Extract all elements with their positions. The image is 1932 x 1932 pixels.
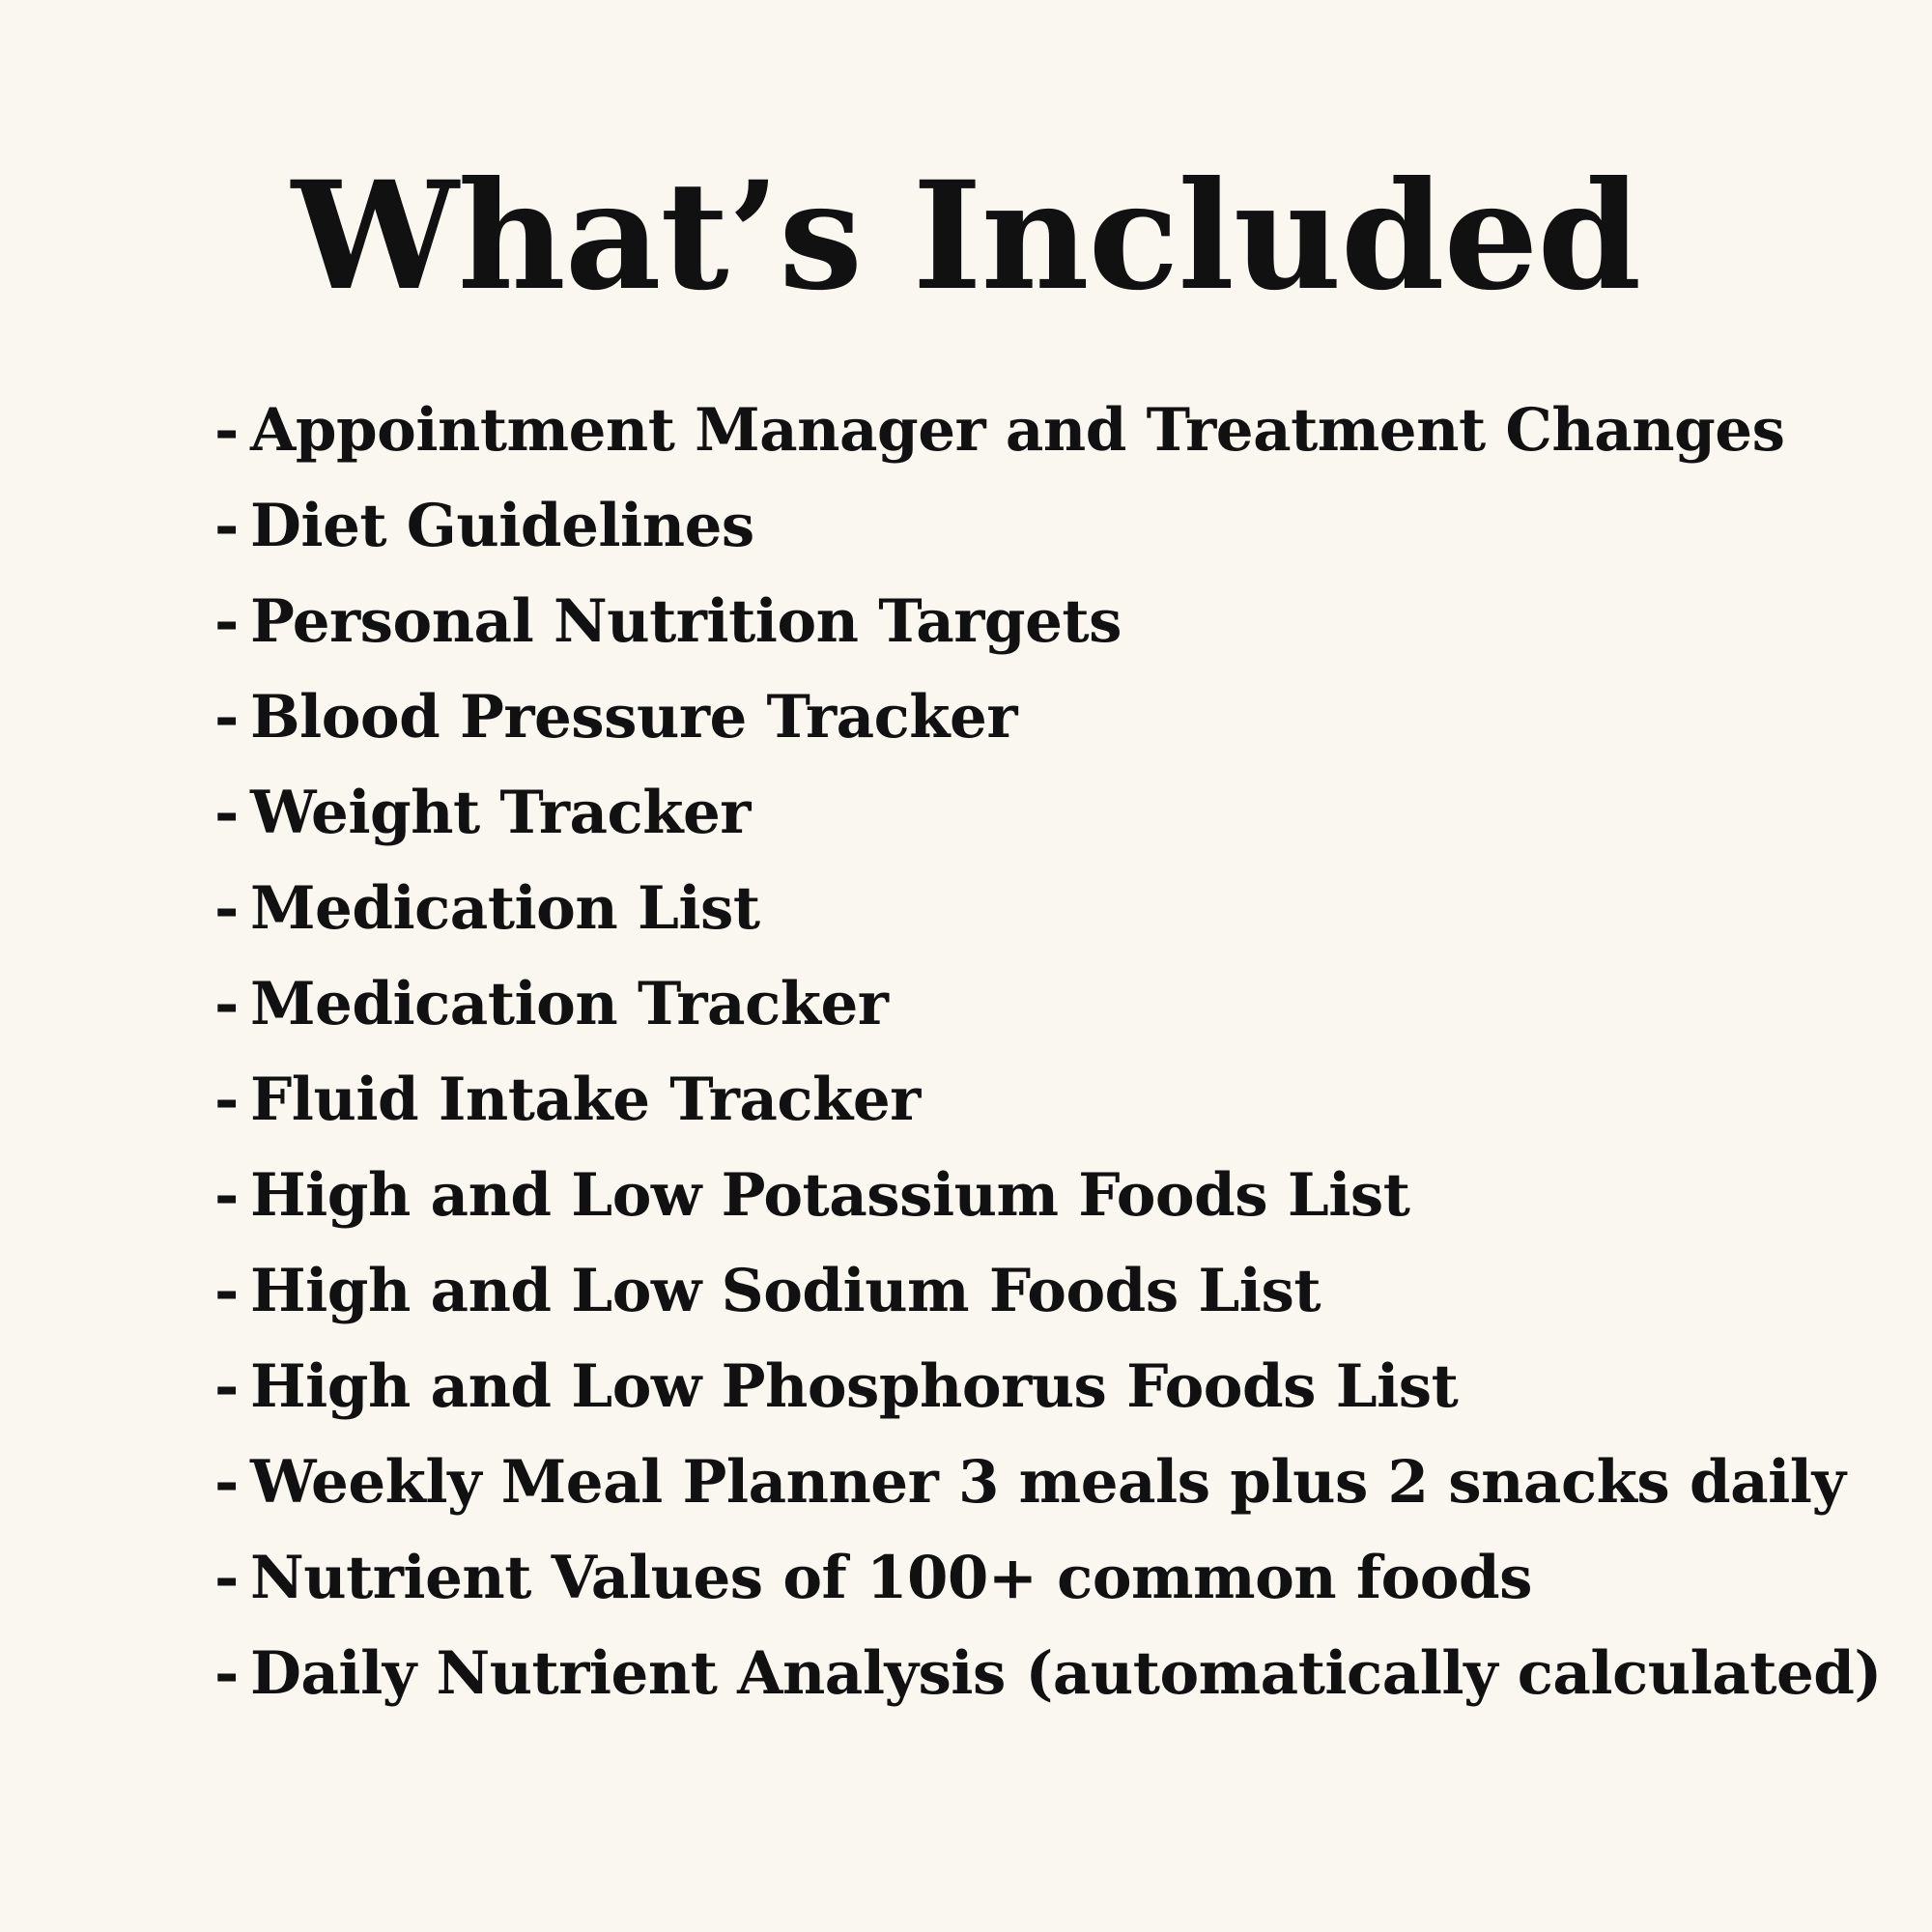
list-item-text: Daily Nutrient Analysis (automatically calculated) — [250, 1639, 1882, 1708]
bullet-dash: - — [214, 587, 239, 656]
list-item — [214, 779, 1741, 874]
page-title: What’s Included — [291, 149, 1641, 324]
list-item-text: Medication List — [250, 874, 760, 943]
list-item-text: Medication Tracker — [250, 970, 889, 1038]
included-list — [214, 396, 1882, 1735]
bullet-dash: - — [214, 1257, 239, 1325]
list-item-text: Diet Guidelines — [250, 492, 754, 560]
bullet-dash: - — [214, 1065, 239, 1134]
list-item — [214, 970, 1741, 1065]
bullet-dash: - — [214, 1544, 239, 1612]
list-item — [214, 683, 1741, 779]
list-item — [214, 587, 1741, 683]
list-item-text: High and Low Phosphorus Foods List — [250, 1352, 1459, 1421]
list-item-text: Fluid Intake Tracker — [250, 1065, 921, 1134]
bullet-dash: - — [214, 396, 239, 465]
bullet-dash: - — [214, 779, 239, 847]
list-item — [214, 1352, 1741, 1448]
list-item — [214, 492, 1741, 587]
list-item — [214, 1544, 1741, 1639]
list-item — [214, 1639, 1882, 1735]
list-item-text: High and Low Sodium Foods List — [250, 1257, 1321, 1325]
list-item — [214, 1257, 1741, 1352]
bullet-dash: - — [214, 492, 239, 560]
list-item — [214, 1448, 1846, 1544]
list-item — [214, 1065, 1741, 1161]
list-item-text: Blood Pressure Tracker — [250, 683, 1018, 752]
list-item-text: Weight Tracker — [250, 779, 751, 847]
bullet-dash: - — [214, 1448, 239, 1517]
bullet-dash: - — [214, 683, 239, 752]
list-item-text: Weekly Meal Planner 3 meals plus 2 snacks daily — [250, 1448, 1846, 1517]
list-item-text: High and Low Potassium Foods List — [250, 1161, 1410, 1230]
list-item-text: Appointment Manager and Treatment Changes — [250, 396, 1785, 465]
list-item — [214, 874, 1741, 970]
list-item-text: Personal Nutrition Targets — [250, 587, 1122, 656]
bullet-dash: - — [214, 1639, 239, 1708]
list-item — [214, 1161, 1741, 1257]
bullet-dash: - — [214, 970, 239, 1038]
bullet-dash: - — [214, 874, 239, 943]
list-item — [214, 396, 1785, 492]
bullet-dash: - — [214, 1161, 239, 1230]
list-item-text: Nutrient Values of 100+ common foods — [250, 1544, 1532, 1612]
bullet-dash: - — [214, 1352, 239, 1421]
